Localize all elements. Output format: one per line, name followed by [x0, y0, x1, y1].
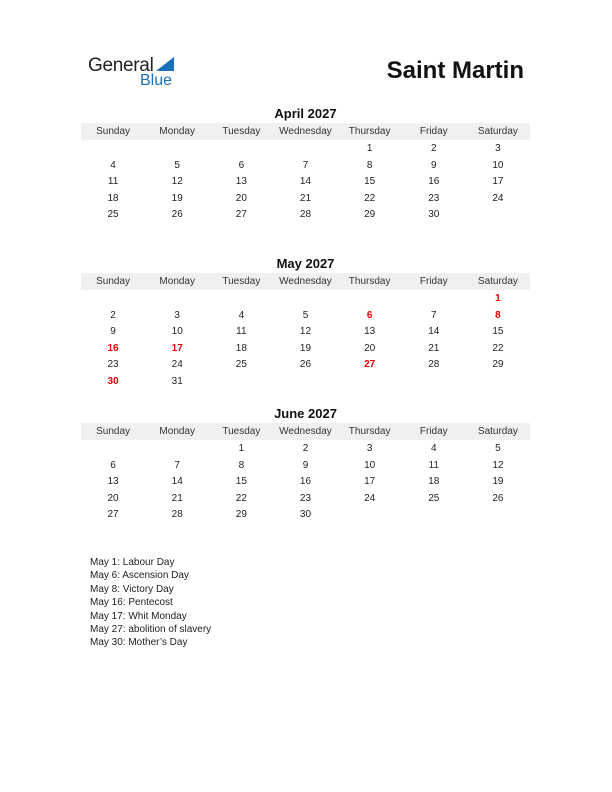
month-title: June 2027	[274, 406, 337, 421]
weekday-header	[81, 123, 530, 140]
day-cell: 6	[110, 459, 116, 471]
day-cell: 13	[235, 176, 247, 187]
day-grid	[81, 441, 530, 524]
empty-day-cell	[81, 141, 145, 158]
logo-triangle-icon	[156, 57, 174, 71]
month-title: April 2027	[274, 106, 337, 121]
day-cell: 6	[238, 159, 245, 171]
empty-day-cell	[402, 507, 466, 524]
day-cell: 5	[495, 443, 501, 454]
day-cell: 17	[364, 476, 376, 487]
holiday-list-item: May 6: Ascension Day	[90, 570, 189, 582]
day-cell: 15	[364, 176, 376, 187]
holiday-day-cell: 27	[364, 359, 376, 370]
day-cell: 10	[492, 159, 504, 171]
day-cell: 7	[430, 309, 437, 321]
weekday-label: Monday	[159, 426, 195, 437]
day-cell: 5	[174, 159, 180, 171]
weekday-label: Saturday	[477, 126, 518, 137]
day-cell: 19	[299, 342, 312, 354]
weekday-label: Wednesday	[279, 276, 332, 287]
empty-day-cell	[273, 291, 337, 308]
day-cell: 12	[492, 459, 504, 471]
day-cell: 30	[299, 509, 312, 520]
month-june	[81, 406, 530, 524]
empty-day-cell	[209, 291, 273, 308]
holiday-list-item: May 17: Whit Monday	[90, 610, 187, 622]
weekday-label: Monday	[159, 126, 195, 137]
weekday-label: Sunday	[96, 426, 131, 437]
day-cell: 2	[110, 309, 116, 321]
day-cell: 22	[364, 192, 376, 204]
holiday-day-cell: 16	[107, 342, 119, 354]
day-cell: 29	[492, 359, 504, 370]
empty-day-cell	[145, 141, 209, 158]
day-cell: 26	[299, 359, 312, 370]
day-cell: 14	[171, 476, 183, 487]
day-cell: 9	[302, 459, 309, 471]
day-cell: 28	[299, 209, 312, 220]
day-cell: 1	[366, 143, 373, 154]
holiday-list-item: May 27: abolition of slavery	[90, 624, 212, 636]
month-title: May 2027	[276, 256, 335, 271]
empty-day-cell	[81, 291, 145, 308]
empty-day-cell	[466, 207, 530, 224]
weekday-label: Sunday	[96, 276, 131, 287]
holiday-day-cell: 30	[107, 375, 119, 387]
day-cell: 25	[107, 209, 119, 220]
empty-day-cell	[145, 291, 209, 308]
day-cell: 18	[107, 192, 119, 204]
day-cell: 11	[428, 459, 439, 471]
weekday-label: Friday	[419, 126, 448, 137]
holiday-list-item: May 30: Mother’s Day	[90, 637, 188, 649]
day-cell: 12	[299, 326, 312, 337]
day-cell: 21	[428, 342, 440, 354]
day-grid	[81, 291, 530, 390]
day-cell: 3	[495, 143, 501, 154]
day-cell: 7	[302, 159, 309, 171]
day-cell: 10	[364, 459, 376, 471]
holiday-day-cell: 6	[366, 309, 373, 321]
empty-day-cell	[402, 291, 466, 308]
holiday-list-item: May 8: Victory Day	[90, 583, 174, 595]
weekday-label: Sunday	[96, 126, 131, 137]
day-cell: 5	[302, 309, 309, 321]
day-cell: 12	[171, 176, 183, 187]
day-cell: 30	[428, 209, 440, 220]
day-cell: 14	[299, 176, 312, 187]
day-cell: 20	[235, 192, 247, 204]
day-cell: 26	[492, 492, 504, 504]
day-cell: 23	[299, 492, 312, 504]
day-cell: 29	[235, 509, 247, 520]
empty-day-cell	[273, 141, 337, 158]
day-cell: 16	[428, 176, 440, 187]
day-cell: 13	[107, 476, 119, 487]
holiday-day-cell: 17	[171, 342, 183, 354]
day-cell: 23	[428, 192, 440, 204]
day-cell: 24	[492, 192, 504, 204]
day-cell: 19	[492, 476, 504, 487]
day-cell: 20	[107, 492, 119, 504]
holiday-list-item: May 1: Labour Day	[90, 557, 175, 568]
month-april	[81, 106, 530, 224]
day-cell: 3	[174, 309, 180, 321]
day-cell: 15	[235, 476, 247, 487]
day-cell: 1	[238, 443, 245, 454]
day-cell: 29	[364, 209, 376, 220]
holiday-day-cell: 8	[495, 309, 501, 321]
day-cell: 4	[238, 309, 245, 321]
weekday-label: Tuesday	[222, 276, 261, 287]
day-cell: 8	[238, 459, 245, 471]
day-cell: 24	[171, 359, 183, 370]
day-cell: 11	[236, 326, 247, 337]
day-cell: 10	[171, 326, 183, 337]
holiday-day-cell: 1	[495, 293, 501, 304]
logo-text-blue: Blue	[140, 72, 173, 89]
day-cell: 28	[428, 359, 440, 370]
day-cell: 25	[235, 359, 247, 370]
weekday-label: Monday	[159, 276, 195, 287]
day-cell: 7	[174, 459, 180, 471]
day-cell: 14	[428, 326, 440, 337]
weekday-header	[81, 273, 530, 290]
empty-day-cell	[338, 374, 402, 391]
day-cell: 25	[428, 492, 440, 504]
weekday-label: Tuesday	[222, 426, 261, 437]
weekday-label: Wednesday	[279, 426, 332, 437]
empty-day-cell	[273, 374, 337, 391]
weekday-label: Saturday	[477, 426, 518, 437]
weekday-header	[81, 423, 530, 440]
empty-day-cell	[209, 141, 273, 158]
day-cell: 22	[492, 342, 504, 354]
day-grid	[81, 141, 530, 224]
day-cell: 18	[428, 476, 440, 487]
generalblue-logo	[88, 55, 188, 95]
weekday-label: Saturday	[477, 276, 518, 287]
empty-day-cell	[209, 374, 273, 391]
day-cell: 27	[235, 209, 247, 220]
day-cell: 15	[492, 326, 504, 337]
day-cell: 4	[430, 443, 437, 454]
empty-day-cell	[81, 441, 145, 458]
country-title: Saint Martin	[386, 57, 524, 84]
day-cell: 9	[110, 326, 116, 337]
day-cell: 11	[107, 176, 119, 187]
day-cell: 22	[235, 492, 247, 504]
holiday-list-item: May 16: Pentecost	[90, 597, 173, 609]
weekday-label: Friday	[419, 276, 448, 287]
day-cell: 8	[366, 159, 373, 171]
day-cell: 21	[299, 192, 312, 204]
day-cell: 4	[110, 159, 116, 171]
empty-day-cell	[338, 291, 402, 308]
day-cell: 9	[430, 159, 437, 171]
day-cell: 28	[171, 509, 183, 520]
day-cell: 19	[171, 192, 183, 204]
day-cell: 17	[492, 176, 504, 187]
holiday-list	[90, 556, 211, 650]
weekday-label: Wednesday	[279, 126, 332, 137]
weekday-label: Thursday	[348, 426, 391, 437]
day-cell: 3	[366, 443, 373, 454]
empty-day-cell	[145, 441, 209, 458]
day-cell: 16	[299, 476, 312, 487]
day-cell: 13	[364, 326, 376, 337]
weekday-label: Thursday	[348, 126, 391, 137]
month-may	[81, 256, 530, 390]
empty-day-cell	[466, 374, 530, 391]
empty-day-cell	[466, 507, 530, 524]
weekday-label: Tuesday	[222, 126, 261, 137]
weekday-label: Friday	[419, 426, 448, 437]
day-cell: 2	[302, 443, 309, 454]
weekday-label: Thursday	[348, 276, 391, 287]
day-cell: 2	[430, 143, 437, 154]
day-cell: 24	[364, 492, 376, 504]
logo-text-general: General	[88, 55, 154, 76]
day-cell: 21	[171, 492, 183, 504]
empty-day-cell	[402, 374, 466, 391]
day-cell: 23	[107, 359, 119, 370]
day-cell: 20	[364, 342, 376, 354]
day-cell: 31	[171, 375, 183, 387]
day-cell: 27	[107, 509, 119, 520]
day-cell: 18	[235, 342, 247, 354]
empty-day-cell	[338, 507, 402, 524]
day-cell: 26	[171, 209, 183, 220]
